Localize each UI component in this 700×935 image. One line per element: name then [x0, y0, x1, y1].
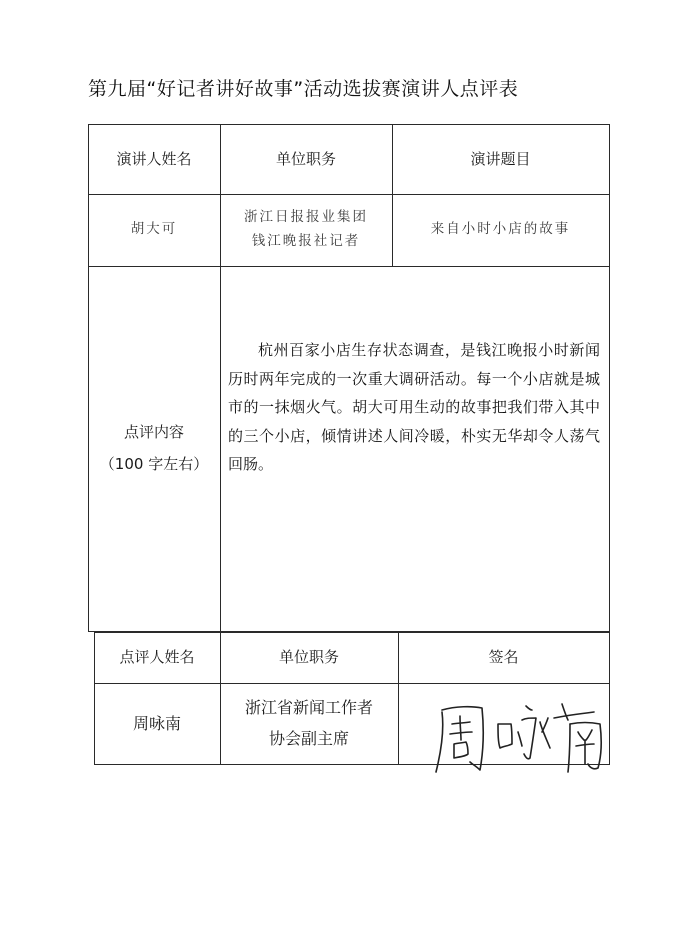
header-speaker-name: 演讲人姓名	[116, 149, 192, 168]
comment-label	[88, 266, 220, 631]
reviewer-unit-line2: 协会副主席	[268, 728, 349, 748]
header-signature: 签名	[488, 648, 519, 667]
handwritten-signature	[430, 688, 610, 780]
header-reviewer-unit: 单位职务	[278, 648, 339, 667]
page-title: 第九届“好记者讲好故事”活动选拔赛演讲人点评表	[88, 78, 519, 100]
reviewer-name: 周咏南	[132, 713, 181, 733]
speaker-unit-line1: 浙江日报报业集团	[244, 209, 368, 226]
speaker-name: 胡大可	[130, 221, 178, 238]
reviewer-unit	[220, 683, 398, 764]
header-reviewer-name: 点评人姓名	[119, 648, 195, 667]
comment-label-text: 点评内容	[123, 423, 184, 441]
header-unit-position: 单位职务	[275, 149, 336, 168]
speaker-unit-line2: 钱江晚报社记者	[251, 233, 361, 249]
speaker-unit	[220, 194, 392, 266]
comment-content	[228, 336, 600, 479]
speech-topic: 来自小时小店的故事	[430, 221, 571, 238]
header-speech-topic: 演讲题目	[470, 149, 531, 168]
comment-paragraph: 杭州百家小店生存状态调查，是钱江晚报小时新闻历时两年完成的一次重大调研活动。每一个小店就是城市的一抹烟火气。胡大可用生动的故事把我们带入其中的三个小店，倾情讲述人间冷暖，朴实无华却令人荡气回肠。	[228, 341, 600, 473]
reviewer-unit-line1: 浙江省新闻工作者	[244, 698, 373, 718]
comment-length-note: （100 字左右）	[99, 454, 209, 473]
